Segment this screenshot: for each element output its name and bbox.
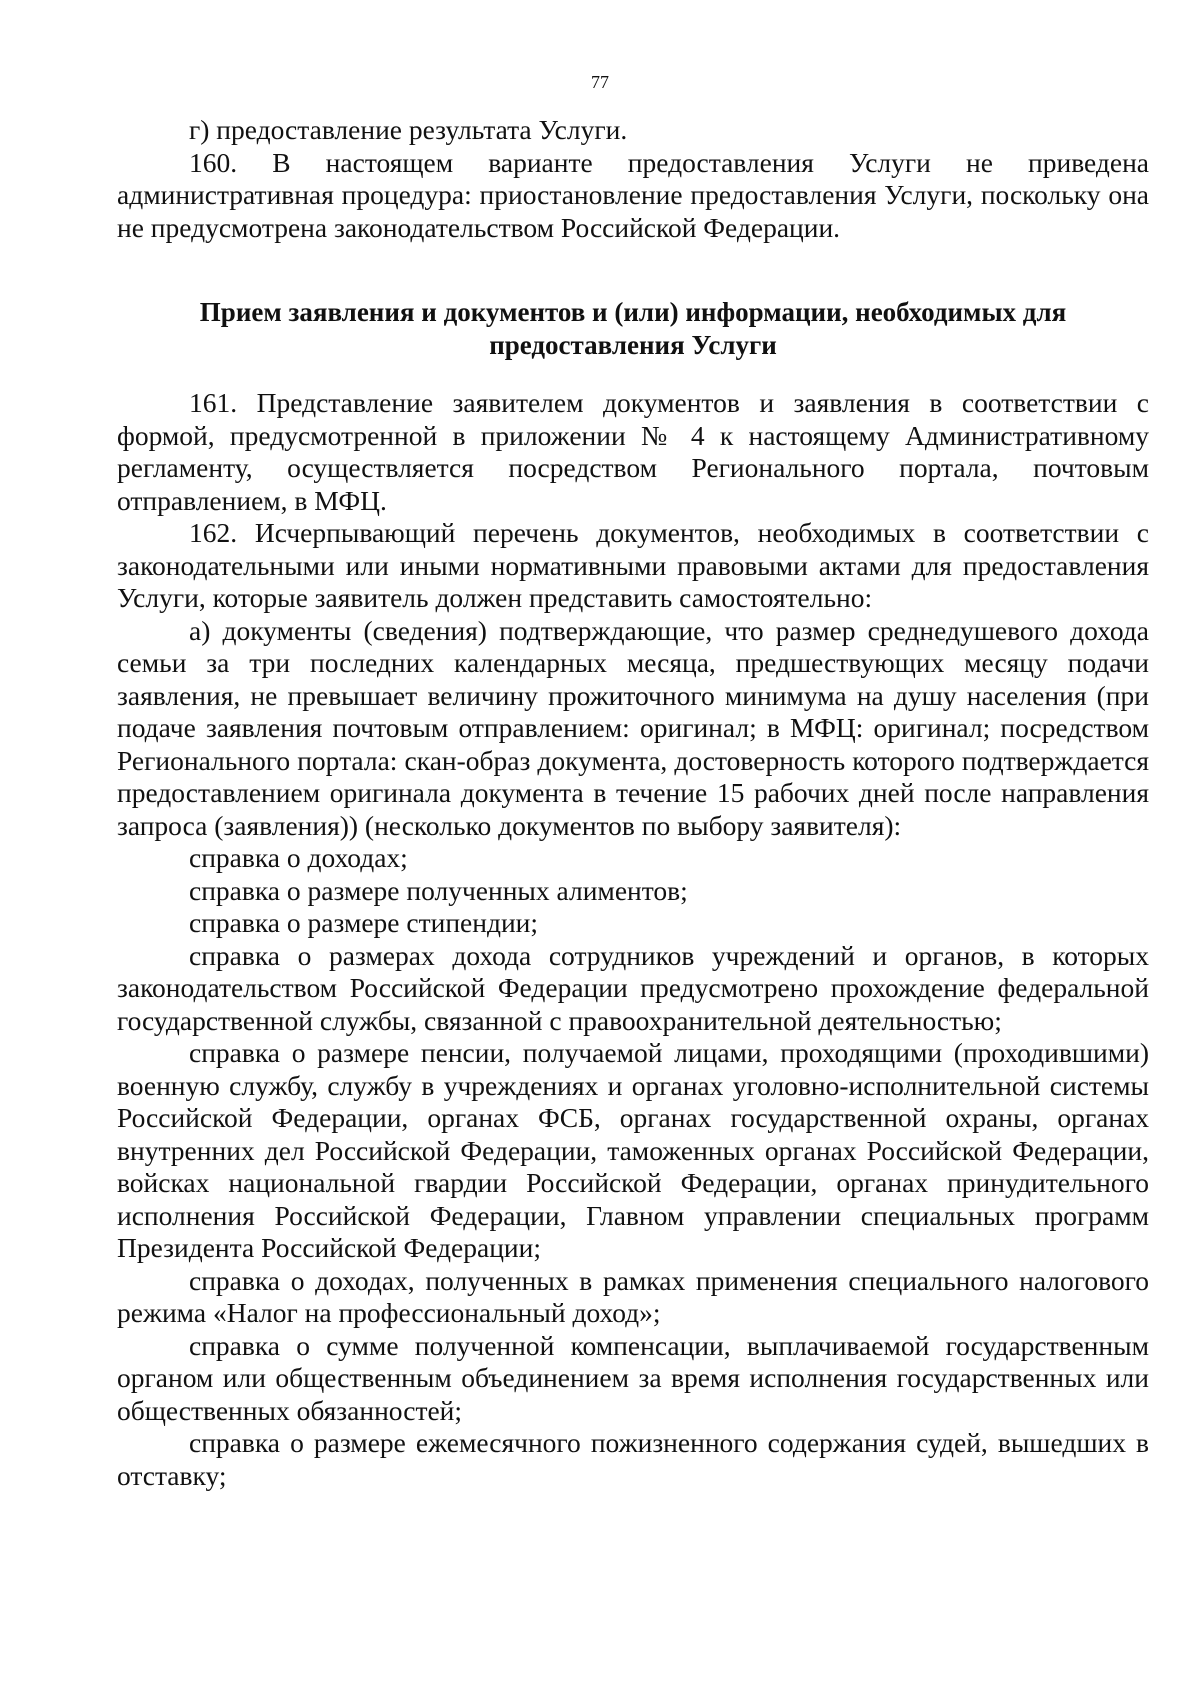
paragraph-161: 161. Представление заявителем документов и заявления в соответствии с формой, предусмотренной в приложении № 4 к настоящему Административному регламенту, осуществляется посредством Регионального портала, почтовым отправлением, в МФЦ. [117, 387, 1149, 516]
paragraph-160: 160. В настоящем варианте предоставления Услуги не приведена административная процедура: приостановление предоставления Услуги, поскольку она не предусмотрена законодательством Российской Федерации. [117, 146, 1149, 243]
list-item: справка о размере пенсии, получаемой лицами, проходящими (проходившими) военную службу, службу в учреждениях и органах уголовно-исполнительной системы Российской Федерации, органах ФСБ, органах государственной охраны, органах внутренних дел Российской Федерации, таможенных органах Российской Федерации, войсках национальной гвардии Российской Федерации, органах принудительного исполнения Российской Федерации, Главном управлении специальных программ Президента Российской Федерации; [117, 1037, 1149, 1263]
intro-text-block [117, 114, 1149, 244]
list-item: справка о размерах дохода сотрудников учреждений и органов, в которых законодательством Российской Федерации предусмотрено прохождение федеральной государственной службы, связанной с правоохранительной деятельностью; [117, 939, 1149, 1036]
page-number: 77 [591, 72, 609, 92]
list-item: справка о размере ежемесячного пожизненного содержания судей, вышедших в отставку; [117, 1427, 1149, 1491]
list-item: справка о доходах, полученных в рамках применения специального налогового режима «Налог на профессиональный доход»; [117, 1264, 1149, 1328]
section-heading-line-1: Прием заявления и документов и (или) информации, необходимых для [199, 297, 1067, 327]
section-heading [117, 296, 1149, 362]
list-item: справка о сумме полученной компенсации, выплачиваемой государственным органом или общественным объединением за время исполнения государственных или общественных обязанностей; [117, 1329, 1149, 1426]
list-item: справка о размере полученных алиментов; [189, 874, 688, 906]
paragraph-162: 162. Исчерпывающий перечень документов, необходимых в соответствии с законодательными или иными нормативными правовыми актами для предоставления Услуги, которые заявитель должен представить самостоятельно: [117, 517, 1149, 613]
section-heading-line-2: предоставления Услуги [489, 330, 777, 360]
list-item-g: г) предоставление результата Услуги. [189, 114, 628, 145]
list-item: справка о размере стипендии; [189, 907, 539, 938]
list-item-a: а) документы (сведения) подтверждающие, что размер среднедушевого дохода семьи за три последних календарных месяца, предшествующих месяцу подачи заявления, не превышает величину прожиточного минимума на душу населения (при подаче заявления почтовым отправлением: оригинал; в МФЦ: оригинал; посредством Регионального портала: скан-образ документа, достоверность которого подтверждается предоставлением оригинала документа в течение 15 рабочих дней после направления запроса (заявления)) (несколько документов по выбору заявителя): [117, 614, 1149, 841]
list-item: справка о доходах; [189, 842, 408, 873]
main-text-block [117, 387, 1149, 1492]
